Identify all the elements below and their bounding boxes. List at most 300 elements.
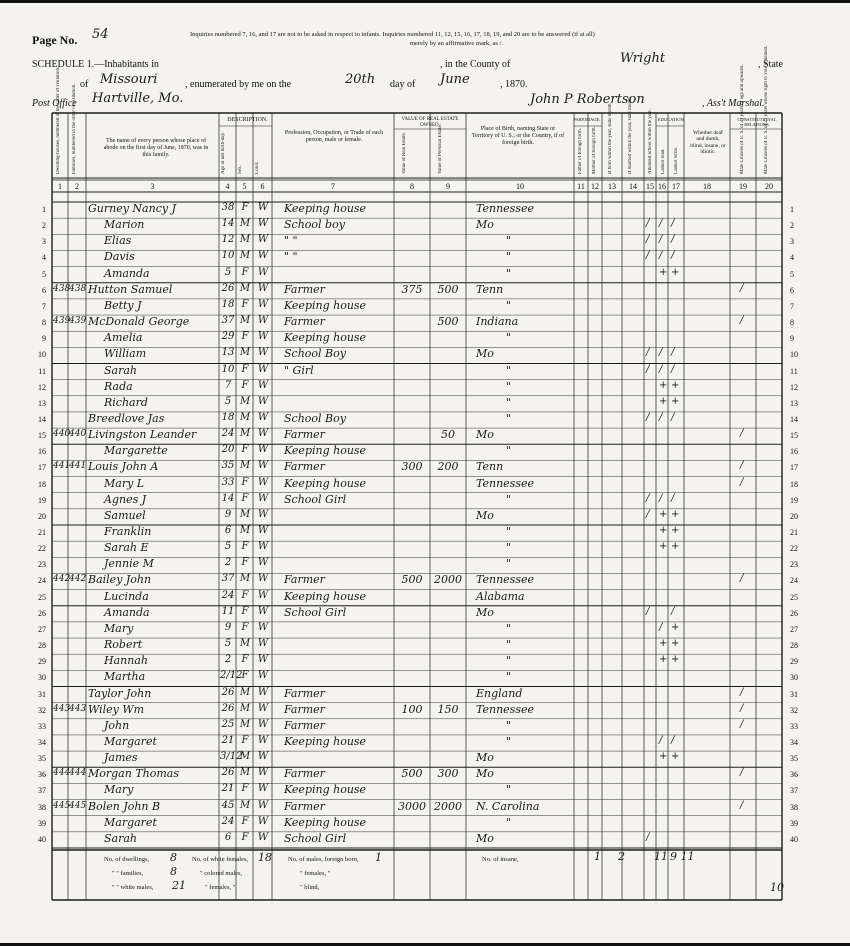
birthplace: Tennessee (476, 476, 534, 490)
person-sex: F (241, 444, 249, 456)
person-color: W (257, 831, 269, 843)
column-number: 5 (242, 182, 247, 191)
header-attended-school: Attended school within the year. (648, 109, 653, 174)
person-sex: M (239, 767, 251, 779)
footer-tally-12: 1 (594, 850, 601, 863)
real-estate-value: 100 (401, 702, 423, 716)
person-age: 7 (224, 379, 232, 391)
person-age: 25 (221, 718, 235, 730)
column-number: 13 (608, 182, 616, 191)
birthplace: " (506, 525, 512, 538)
birthplace: " (506, 815, 512, 829)
row-number-left: 40 (38, 834, 46, 844)
row-number-left: 38 (38, 802, 46, 812)
person-sex: M (239, 218, 251, 230)
row-number-right: 39 (790, 818, 798, 828)
attended-school-mark: / (646, 234, 650, 246)
cannot-write-mark: / (671, 218, 675, 230)
row-number-right: 18 (790, 479, 798, 489)
birthplace: " (506, 541, 512, 555)
person-age: 12 (221, 234, 235, 246)
inquiry-note: Inquiries numbered 7, 16, and 17 are not to be asked in respect to infants. Inquiries numbered 11, 12, 15, 16, 17, 18, 19, and 20 are to be answered (if at all) (190, 31, 595, 38)
header-born-within-year: If born within the year, state month. (608, 102, 613, 174)
person-name: Mary (104, 783, 134, 797)
header-father-foreign: Father of foreign birth. (578, 128, 583, 174)
header-sex: Sex. (238, 165, 243, 174)
male-citizen-mark: / (740, 428, 744, 440)
family-number: 443 (69, 703, 87, 714)
footer-white-males: 21 (172, 879, 186, 892)
person-name: Jennie M (104, 557, 154, 571)
person-sex: F (241, 557, 249, 569)
birthplace: N. Carolina (476, 799, 540, 813)
person-name: Sarah E (104, 541, 149, 555)
row-number-left: 9 (42, 334, 46, 344)
person-color: W (257, 444, 269, 456)
row-number-left: 6 (42, 285, 46, 295)
person-occupation: School Girl (284, 605, 347, 619)
birthplace: England (476, 686, 523, 700)
cannot-read-mark: / (659, 621, 663, 633)
row-number-right: 38 (790, 802, 798, 812)
row-number-right: 4 (790, 253, 794, 263)
row-number-right: 10 (790, 350, 798, 360)
birthplace: Indiana (476, 315, 519, 329)
row-number-right: 34 (790, 737, 798, 747)
person-age: 5 (224, 541, 232, 553)
row-number-right: 12 (790, 382, 798, 392)
person-age: 24 (221, 589, 235, 601)
person-color: W (257, 298, 269, 310)
row-number-left: 23 (38, 560, 46, 570)
row-number-right: 20 (790, 511, 798, 521)
row-number-left: 35 (38, 754, 46, 764)
birthplace: Mo (476, 428, 494, 442)
dwelling-number: 439 (53, 316, 71, 327)
cannot-write-mark: + (671, 654, 680, 666)
person-name: Hannah (104, 654, 148, 668)
person-sex: F (241, 605, 249, 617)
row-number-left: 25 (38, 592, 46, 602)
person-color: W (257, 266, 269, 278)
person-occupation: School Boy (284, 411, 346, 425)
birthplace: Mo (476, 751, 494, 765)
attended-school-mark: / (646, 605, 650, 617)
row-number-left: 21 (38, 528, 46, 537)
person-sex: F (241, 734, 249, 746)
cannot-read-mark: / (659, 218, 663, 230)
row-number-left: 37 (38, 786, 46, 796)
column-number: 9 (446, 182, 450, 191)
footer-families: 8 (170, 865, 177, 878)
person-color: W (257, 282, 269, 294)
header-age: Age at last birth-day. (221, 132, 226, 174)
birthplace: Tennessee (476, 202, 534, 215)
person-occupation: " Girl (284, 363, 314, 377)
family-number: 441 (69, 461, 87, 472)
person-color: W (257, 670, 269, 682)
person-occupation: Farmer (284, 767, 325, 781)
person-color: W (257, 605, 269, 617)
person-age: 37 (221, 315, 235, 327)
person-color: W (257, 621, 269, 633)
column-number: 10 (516, 182, 524, 191)
year-label: , 1870. (500, 79, 528, 90)
person-color: W (257, 218, 269, 230)
cannot-write-mark: + (671, 525, 680, 536)
person-occupation: School Girl (284, 492, 347, 506)
birthplace: " (506, 654, 512, 668)
header-real-estate: Value of Real Estate. (402, 132, 407, 174)
attended-school-mark: / (646, 508, 650, 520)
male-citizen-mark: / (740, 686, 744, 698)
person-color: W (257, 589, 269, 601)
real-estate-value: 3000 (398, 799, 426, 813)
column-number: 11 (577, 182, 585, 191)
cannot-write-mark: + (671, 621, 680, 633)
row-number-right: 2 (790, 221, 794, 231)
person-age: 35 (221, 460, 235, 472)
birthplace: " (506, 411, 512, 425)
person-age: 6 (224, 525, 232, 536)
footer-white-females-label: No. of white females, (192, 856, 249, 863)
column-number: 8 (410, 182, 414, 191)
person-occupation: Keeping house (284, 783, 367, 797)
person-age: 14 (221, 492, 235, 504)
person-color: W (257, 702, 269, 714)
person-name: Robert (104, 638, 143, 652)
person-name: Sarah (104, 363, 137, 377)
personal-estate-value: 500 (437, 282, 459, 296)
person-name: Sarah (104, 831, 137, 845)
person-color: W (257, 202, 269, 213)
birthplace: " (506, 783, 512, 797)
person-color: W (257, 460, 269, 472)
cannot-write-mark: + (671, 751, 680, 763)
footer-dwellings: 8 (170, 851, 177, 864)
row-number-left: 22 (38, 544, 46, 554)
birthplace: " (506, 395, 512, 409)
birthplace: " (506, 621, 512, 635)
person-sex: F (241, 476, 249, 488)
person-color: W (257, 492, 269, 504)
person-name: McDonald George (88, 315, 190, 329)
row-number-right: 26 (790, 608, 798, 618)
male-citizen-mark: / (740, 315, 744, 327)
dwelling-number: 443 (53, 703, 71, 714)
column-number: 2 (75, 182, 79, 191)
birthplace: Tenn (476, 460, 504, 474)
column-number: 12 (591, 182, 599, 191)
person-name: Amanda (104, 266, 150, 280)
cannot-read-mark: / (659, 347, 663, 359)
header-married-within-year: If married within the year, state month. (628, 95, 633, 174)
birthplace: " (506, 250, 512, 264)
person-name: Franklin (104, 525, 152, 538)
family-number: 444 (69, 768, 87, 779)
person-age: 38 (221, 202, 235, 213)
person-name: Amanda (104, 605, 150, 619)
row-number-right: 7 (790, 301, 794, 311)
person-occupation: Keeping house (284, 815, 367, 829)
person-occupation: Farmer (284, 282, 325, 296)
cannot-read-mark: / (659, 734, 663, 746)
cannot-write-mark: / (671, 363, 675, 375)
inquiry-note-2: merely by an affirmative mark, as /. (410, 40, 504, 47)
cannot-read-mark: + (659, 379, 668, 391)
male-citizen-mark: / (740, 573, 744, 585)
person-color: W (257, 331, 269, 343)
person-sex: M (239, 234, 251, 246)
row-number-left: 13 (38, 398, 46, 408)
row-number-right: 1 (790, 205, 794, 214)
person-age: 9 (224, 508, 232, 520)
row-number-right: 30 (790, 673, 798, 683)
person-occupation: Keeping house (284, 589, 367, 603)
person-sex: F (241, 815, 249, 827)
person-sex: F (241, 266, 249, 278)
month-value: June (440, 72, 470, 87)
birthplace: " (506, 363, 512, 377)
person-name: Bolen John B (88, 799, 161, 813)
header-name: The name of every person whose place of abode on the first day of June, 1870, was in this family. (103, 138, 209, 158)
person-occupation: Farmer (284, 702, 325, 716)
person-sex: M (239, 525, 251, 536)
header-family: Families, numbered in the order of visitation. (72, 83, 77, 174)
header-occupation: Profession, Occupation, or Trade of each person, male or female. (284, 130, 384, 143)
row-number-right: 32 (790, 705, 798, 715)
male-citizen-mark: / (740, 282, 744, 294)
person-age: 26 (221, 767, 235, 779)
person-color: W (257, 525, 269, 536)
person-name: John (104, 718, 130, 732)
attended-school-mark: / (646, 347, 650, 359)
cannot-write-mark: + (671, 266, 680, 278)
row-number-right: 24 (790, 576, 798, 586)
person-color: W (257, 686, 269, 698)
birthplace: " (506, 298, 512, 312)
person-occupation: Keeping house (284, 734, 367, 748)
personal-estate-value: 2000 (434, 573, 462, 587)
row-number-right: 8 (790, 318, 794, 328)
cannot-read-mark: / (659, 492, 663, 504)
row-number-right: 36 (790, 770, 798, 780)
person-color: W (257, 654, 269, 666)
person-occupation: School Girl (284, 831, 347, 845)
attended-school-mark: / (646, 363, 650, 375)
header-constitutional: CONSTITUTIONAL RELATIONS. (737, 117, 777, 128)
person-age: 10 (221, 363, 235, 375)
row-number-left: 12 (38, 382, 46, 392)
person-sex: M (239, 347, 251, 359)
person-age: 45 (221, 799, 235, 811)
row-number-left: 11 (38, 366, 46, 376)
footer-foreign-males-label: No. of males, foreign born, (288, 856, 359, 863)
birthplace: " (506, 234, 512, 248)
row-number-right: 3 (790, 237, 794, 247)
column-number: 19 (739, 182, 747, 191)
person-age: 18 (221, 298, 235, 310)
birthplace: Tenn (476, 282, 504, 296)
person-sex: M (239, 718, 251, 730)
birthplace: Mo (476, 508, 494, 522)
person-name: Gurney Nancy J (88, 202, 176, 215)
personal-estate-value: 150 (437, 702, 459, 716)
person-color: W (257, 573, 269, 585)
birthplace: Mo (476, 218, 494, 232)
enumerated-label: , enumerated by me on the (185, 79, 292, 90)
person-age: 5 (224, 638, 232, 650)
person-color: W (257, 718, 269, 730)
person-name: Margarette (104, 444, 168, 458)
person-sex: F (241, 783, 249, 795)
cannot-read-mark: + (659, 541, 668, 553)
row-number-left: 15 (38, 431, 46, 441)
dwelling-number: 441 (53, 461, 71, 472)
person-name: Margaret (104, 734, 157, 748)
footer-insane-label: No. of insane, (482, 856, 519, 863)
person-age: 26 (221, 686, 235, 698)
page-number: 54 (92, 27, 109, 42)
row-number-left: 14 (38, 414, 46, 424)
cannot-read-mark: + (659, 395, 668, 407)
row-number-right: 9 (790, 334, 794, 344)
header-personal-estate: Value of Personal Estate. (438, 124, 443, 174)
person-color: W (257, 379, 269, 391)
row-number-left: 17 (38, 463, 46, 473)
male-citizen-mark: / (740, 718, 744, 730)
row-number-right: 40 (790, 834, 798, 844)
person-sex: F (241, 831, 249, 843)
person-color: W (257, 541, 269, 553)
person-age: 9 (224, 621, 232, 633)
page-label: Page No. (32, 33, 78, 47)
person-name: Taylor John (88, 686, 152, 700)
person-color: W (257, 234, 269, 246)
person-sex: M (239, 460, 251, 472)
header-value: VALUE OF REAL ESTATE OWNED. (401, 117, 459, 128)
person-occupation: Keeping house (284, 202, 367, 215)
person-age: 24 (221, 815, 235, 827)
family-number: 442 (69, 574, 87, 585)
row-number-right: 17 (790, 463, 798, 473)
person-name: William (104, 347, 147, 361)
person-age: 21 (221, 783, 235, 795)
person-occupation: Farmer (284, 573, 325, 587)
person-sex: M (239, 250, 251, 262)
attended-school-mark: / (646, 218, 650, 230)
person-occupation: Farmer (284, 315, 325, 329)
person-sex: M (239, 638, 251, 650)
row-number-right: 15 (790, 431, 798, 441)
state-value: Missouri (100, 72, 158, 87)
person-name: Amelia (104, 331, 143, 345)
personal-estate-value: 300 (437, 767, 459, 781)
person-color: W (257, 428, 269, 440)
row-number-right: 31 (790, 689, 798, 699)
dwelling-number: 445 (53, 800, 71, 811)
person-age: 33 (221, 476, 235, 488)
row-number-right: 16 (790, 447, 798, 457)
row-number-left: 36 (38, 770, 46, 780)
header-deaf-blind: Whether deaf and dumb, blind, insane, or idiotic. (690, 130, 726, 155)
person-color: W (257, 411, 269, 423)
person-color: W (257, 799, 269, 811)
row-number-right: 11 (790, 366, 798, 376)
person-age: 5 (224, 395, 232, 407)
row-number-left: 31 (38, 689, 46, 699)
cannot-write-mark: + (671, 379, 680, 391)
row-number-right: 28 (790, 641, 798, 651)
row-number-right: 21 (790, 528, 798, 537)
row-number-left: 39 (38, 818, 46, 828)
row-number-left: 33 (38, 721, 46, 731)
row-number-right: 13 (790, 398, 798, 408)
person-color: W (257, 815, 269, 827)
person-name: Livingston Leander (88, 428, 197, 442)
person-sex: M (239, 428, 251, 440)
header-cannot-write: Cannot write. (674, 146, 679, 174)
person-sex: M (239, 508, 251, 520)
person-sex: M (239, 751, 251, 763)
birthplace: " (506, 670, 512, 684)
real-estate-value: 300 (401, 460, 423, 474)
male-citizen-mark: / (740, 767, 744, 779)
person-name: Mary L (104, 476, 145, 490)
birthplace: Tennessee (476, 573, 534, 587)
person-color: W (257, 315, 269, 327)
person-color: W (257, 250, 269, 262)
footer-foreign-males: 1 (375, 851, 382, 864)
column-number: 18 (703, 182, 711, 191)
cannot-write-mark: + (671, 541, 680, 553)
person-occupation: Farmer (284, 718, 325, 732)
person-color: W (257, 508, 269, 520)
person-sex: F (241, 654, 249, 666)
row-number-right: 22 (790, 544, 798, 554)
cannot-read-mark: + (659, 508, 668, 520)
person-age: 11 (221, 605, 235, 617)
schedule-label: SCHEDULE 1.—Inhabitants in (32, 59, 159, 70)
person-name: Hutton Samuel (88, 282, 173, 296)
person-name: Martha (104, 670, 146, 684)
footer-tally-17: 9 11 (670, 850, 695, 863)
person-sex: F (241, 202, 249, 213)
row-number-left: 1 (42, 205, 46, 214)
person-sex: F (241, 670, 249, 682)
person-occupation: School boy (284, 218, 345, 232)
dwelling-number: 440 (53, 429, 71, 440)
row-number-left: 7 (42, 301, 46, 311)
cannot-read-mark: / (659, 250, 663, 262)
row-number-left: 2 (42, 221, 46, 231)
person-age: 14 (221, 218, 235, 230)
person-color: W (257, 783, 269, 795)
birthplace: " (506, 638, 512, 652)
male-citizen-mark: / (740, 476, 744, 488)
row-number-left: 10 (38, 350, 46, 360)
person-occupation: Farmer (284, 460, 325, 474)
header-birthplace: Place of Birth, naming State or Territory of U. S.; or the Country, if of foreign birth. (471, 126, 565, 146)
person-color: W (257, 363, 269, 375)
person-sex: M (239, 315, 251, 327)
real-estate-value: 500 (401, 767, 423, 781)
cannot-write-mark: + (671, 508, 680, 520)
header-mother-foreign: Mother of foreign birth. (592, 126, 597, 174)
marshal-name: John P Robertson (530, 92, 645, 107)
birthplace: Mo (476, 347, 494, 361)
person-sex: F (241, 492, 249, 504)
